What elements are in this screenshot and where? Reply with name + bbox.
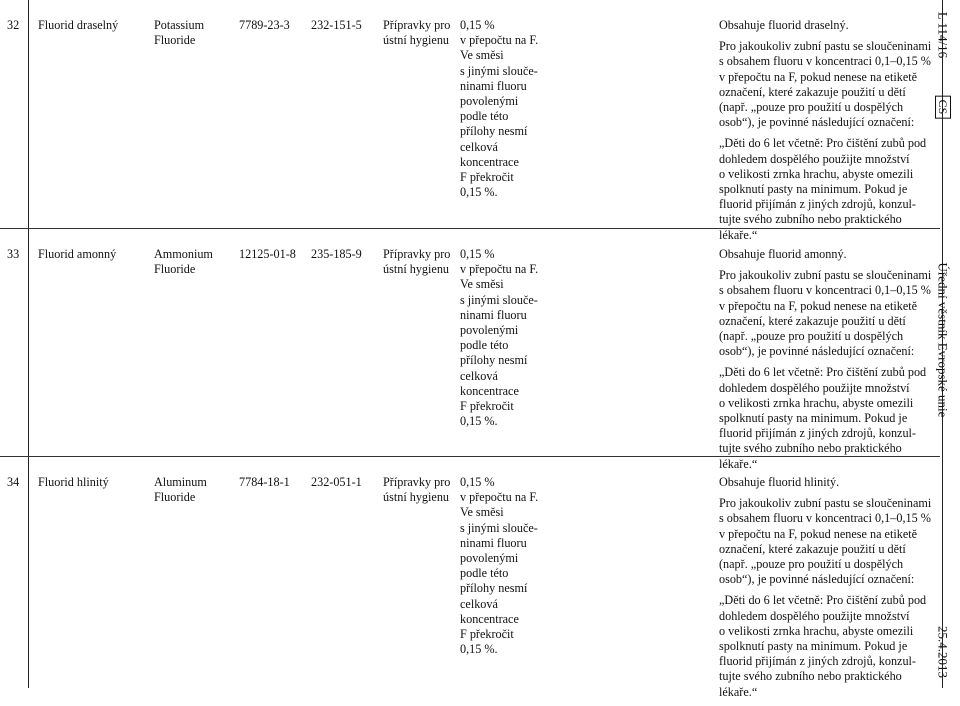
cas-number: 12125-01-8 — [239, 247, 296, 261]
text-line: dohledem dospělého použijte množství — [719, 151, 910, 166]
text-line: 0,15 %. — [460, 642, 498, 657]
text-line: dohledem dospělého použijte množství — [719, 380, 910, 395]
text-line: 0,15 % — [460, 247, 495, 261]
language-code — [932, 92, 954, 122]
text-line: v přepočtu na F, pokud nenese na etiketě — [719, 69, 918, 84]
warning-label-text — [719, 593, 927, 699]
text-line: Ammonium — [154, 247, 213, 261]
text-line: (např. „pouze pro použití u dospělých — [719, 557, 904, 572]
text-line: koncentrace — [460, 154, 519, 169]
product-type — [383, 247, 453, 277]
language-code-text: CS — [935, 96, 951, 119]
warning-paragraph — [719, 268, 932, 359]
warning-label-text — [719, 365, 927, 471]
text-line: Ve směsi — [460, 277, 504, 292]
warning-label-text — [719, 136, 927, 242]
text-line: o velikosti zrnka hrachu, abyste omezili — [719, 395, 914, 410]
text-line: Fluoride — [154, 33, 196, 48]
text-line: o velikosti zrnka hrachu, abyste omezili — [719, 166, 914, 181]
cas-number: 7789-23-3 — [239, 18, 290, 32]
text-line: podle této — [460, 566, 509, 581]
publication-date-text: 25.4.2013 — [935, 626, 951, 678]
text-line: s obsahem fluoru v koncentraci 0,1–0,15 % — [719, 283, 931, 298]
row-number: 34 — [7, 475, 20, 489]
text-line: označení, které zakazuje použití u dětí — [719, 84, 906, 99]
journal-title — [932, 250, 954, 430]
chemical-name-en — [154, 475, 224, 505]
text-line: Pro jakoukoliv zubní pastu se sloučeninami — [719, 496, 932, 511]
ec-number: 232-051-1 — [311, 475, 362, 489]
text-line: osob“), je povinné následující označení: — [719, 344, 915, 359]
text-line: Fluoride — [154, 262, 196, 277]
text-line: osob“), je povinné následující označení: — [719, 572, 915, 587]
text-line: povolenými — [460, 551, 519, 566]
warning-paragraph — [719, 496, 932, 587]
cas-number: 7784-18-1 — [239, 475, 290, 489]
chemical-name-cz: Fluorid hlinitý — [38, 475, 109, 489]
text-line: označení, které zakazuje použití u dětí — [719, 541, 906, 556]
max-concentration — [460, 475, 572, 657]
text-line: tujte svého zubního nebo praktického — [719, 669, 902, 684]
warning-paragraph — [719, 39, 932, 130]
text-line: označení, které zakazuje použití u dětí — [719, 313, 906, 328]
text-line: fluorid přijímán z jiných zdrojů, konzul- — [719, 654, 916, 669]
column-rule — [28, 0, 29, 688]
warning-title: Obsahuje fluorid draselný. — [719, 18, 849, 32]
text-line: s obsahem fluoru v koncentraci 0,1–0,15 % — [719, 511, 931, 526]
publication-date — [932, 618, 954, 686]
text-line: fluorid přijímán z jiných zdrojů, konzul- — [719, 426, 916, 441]
issue-reference — [932, 0, 954, 70]
text-line: Pro jakoukoliv zubní pastu se sloučeninami — [719, 39, 932, 54]
chemical-name-en — [154, 247, 224, 277]
text-line: s jinými slouče- — [460, 520, 538, 535]
journal-title-text: Úřední věstník Evropské unie — [935, 262, 951, 418]
text-line: ústní hygienu — [383, 33, 450, 48]
text-line: podle této — [460, 338, 509, 353]
product-type — [383, 475, 453, 505]
text-line: Ve směsi — [460, 505, 504, 520]
text-line: přílohy nesmí — [460, 353, 528, 368]
text-line: 0,15 % — [460, 475, 495, 489]
text-line: v přepočtu na F, pokud nenese na etiketě — [719, 298, 918, 313]
max-concentration — [460, 18, 572, 200]
text-line: Přípravky pro — [383, 18, 451, 32]
chemical-name-cz: Fluorid draselný — [38, 18, 119, 32]
text-line: (např. „pouze pro použití u dospělých — [719, 329, 904, 344]
text-line: lékaře.“ — [719, 456, 758, 471]
text-line: koncentrace — [460, 611, 519, 626]
text-line: dohledem dospělého použijte množství — [719, 608, 910, 623]
text-line: ninami fluoru — [460, 307, 527, 322]
row-number: 33 — [7, 247, 20, 261]
text-line: povolenými — [460, 94, 519, 109]
text-line: Potassium — [154, 18, 205, 32]
text-line: spolknutí pasty na minimum. Pokud je — [719, 639, 908, 654]
text-line: osob“), je povinné následující označení: — [719, 115, 915, 130]
text-line: „Děti do 6 let včetně: Pro čištění zubů pod — [719, 593, 927, 608]
text-line: F překročit — [460, 170, 514, 185]
text-line: spolknutí pasty na minimum. Pokud je — [719, 182, 908, 197]
text-line: lékaře.“ — [719, 684, 758, 699]
row-number: 32 — [7, 18, 20, 32]
text-line: 0,15 % — [460, 18, 495, 32]
text-line: o velikosti zrnka hrachu, abyste omezili — [719, 623, 914, 638]
text-line: celková — [460, 596, 498, 611]
ec-number: 235-185-9 — [311, 247, 362, 261]
text-line: ústní hygienu — [383, 490, 450, 505]
warning-title: Obsahuje fluorid hlinitý. — [719, 475, 840, 489]
text-line: povolenými — [460, 323, 519, 338]
text-line: F překročit — [460, 627, 514, 642]
text-line: Aluminum — [154, 475, 207, 489]
text-line: fluorid přijímán z jiných zdrojů, konzul- — [719, 197, 916, 212]
chemical-name-cz: Fluorid amonný — [38, 247, 117, 261]
chemical-name-en — [154, 18, 224, 48]
text-line: lékaře.“ — [719, 227, 758, 242]
text-line: ninami fluoru — [460, 535, 527, 550]
text-line: přílohy nesmí — [460, 124, 528, 139]
text-line: F překročit — [460, 399, 514, 414]
product-type — [383, 18, 453, 48]
warning-text — [719, 475, 932, 706]
text-line: 0,15 %. — [460, 414, 498, 429]
text-line: s obsahem fluoru v koncentraci 0,1–0,15 % — [719, 54, 931, 69]
text-line: Přípravky pro — [383, 247, 451, 261]
text-line: 0,15 %. — [460, 185, 498, 200]
text-line: přílohy nesmí — [460, 581, 528, 596]
text-line: Přípravky pro — [383, 475, 451, 489]
text-line: podle této — [460, 109, 509, 124]
text-line: v přepočtu na F. — [460, 490, 539, 505]
text-line: celková — [460, 139, 498, 154]
text-line: v přepočtu na F. — [460, 33, 539, 48]
text-line: (např. „pouze pro použití u dospělých — [719, 100, 904, 115]
text-line: tujte svého zubního nebo praktického — [719, 212, 902, 227]
text-line: spolknutí pasty na minimum. Pokud je — [719, 411, 908, 426]
max-concentration — [460, 247, 572, 429]
warning-text — [719, 247, 932, 478]
text-line: tujte svého zubního nebo praktického — [719, 441, 902, 456]
text-line: s jinými slouče- — [460, 292, 538, 307]
warning-text — [719, 18, 932, 249]
text-line: ninami fluoru — [460, 78, 527, 93]
text-line: Pro jakoukoliv zubní pastu se sloučeninami — [719, 268, 932, 283]
text-line: v přepočtu na F, pokud nenese na etiketě — [719, 526, 918, 541]
warning-title: Obsahuje fluorid amonný. — [719, 247, 847, 261]
text-line: celková — [460, 368, 498, 383]
text-line: s jinými slouče- — [460, 63, 538, 78]
text-line: ústní hygienu — [383, 262, 450, 277]
text-line: Fluoride — [154, 490, 196, 505]
issue-reference-text: L 114/16 — [935, 11, 951, 59]
text-line: koncentrace — [460, 383, 519, 398]
text-line: „Děti do 6 let včetně: Pro čištění zubů pod — [719, 136, 927, 151]
text-line: Ve směsi — [460, 48, 504, 63]
text-line: „Děti do 6 let včetně: Pro čištění zubů pod — [719, 365, 927, 380]
text-line: v přepočtu na F. — [460, 262, 539, 277]
ec-number: 232-151-5 — [311, 18, 362, 32]
